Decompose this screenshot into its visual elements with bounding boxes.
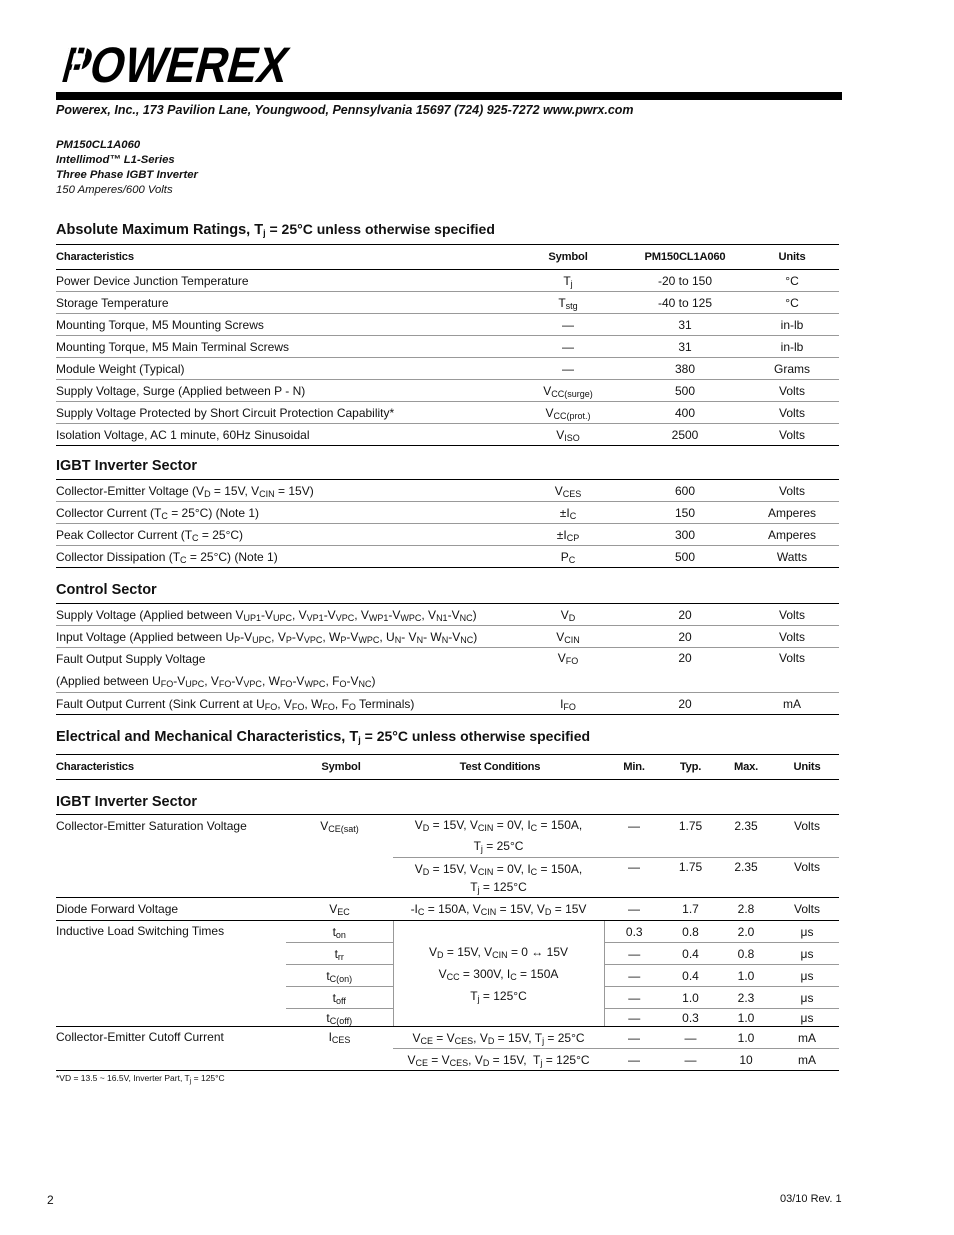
table-row: Collector-Emitter Voltage ($V_D = 15V$, $V_{CIN} = 15V$) $V_{CES}$ 600 Volts bbox=[56, 480, 839, 502]
elec-title: Electrical and Mechanical Characteristics, $T_j = 25^\circ C$ unless otherwise specified bbox=[56, 728, 591, 745]
table-row: $V_D = 15V$, $V_{CIN} = 0V$, $I_C = 150A$, $T_j = 125^\circ C$ — 1.75 2.35 Volts bbox=[56, 858, 839, 898]
page-number: 2 bbox=[47, 1193, 54, 1207]
table-row: Collector Current $(T_C = 25^\circ C)$ (Note 1) $\pm I_C$ 150 Amperes bbox=[56, 502, 839, 524]
table-row: Supply Voltage (Applied between $V_{UP1}-V_{UPC}$, $V_{VP1}-V_{VPC}$, $V_{WP1}-V_{WPC}$, $V_{N1}-V_{NC}$) $V_D$ 20 Volts bbox=[56, 604, 839, 626]
col-characteristics: Characteristics bbox=[56, 245, 511, 270]
table-row: Collector Dissipation $(T_C = 25^\circ C)$ (Note 1) $P_C$ 500 Watts bbox=[56, 546, 839, 568]
table-row: $V_{CE} = V_{CES}$, $V_D = 15V$, $T_j = 125^\circ C$ — — 10 mA bbox=[56, 1049, 839, 1071]
igbt-sector-table bbox=[56, 479, 839, 568]
col-units: Units bbox=[775, 755, 839, 780]
product-rating: 150 Amperes/600 Volts bbox=[56, 184, 173, 196]
product-series: Intellimod™ L1-Series bbox=[56, 154, 175, 166]
table-row: Fault Output Current (Sink Current at $U_{FO}$, $V_{FO}$, $W_{FO}$, $F_O$ Terminals) $I_{FO}$ 20 mA bbox=[56, 693, 839, 715]
powerex-logo bbox=[54, 36, 325, 93]
col-part: PM150CL1A060 bbox=[625, 245, 745, 270]
table-row: Input Voltage (Applied between $U_P-V_{UPC}$, $V_P-V_{VPC}$, $W_P-V_{WPC}$, $U_N-$ $V_N-$ $W_N-V_{NC}$) $V_{CIN}$ 20 Volts bbox=[56, 626, 839, 648]
table-row: Fault Output Supply Voltage (Applied between $U_{FO}-V_{UPC}$, $V_{FO}-V_{VPC}$, $W_{FO}-V_{WPC}$, $F_O-V_{NC}$) $V_{FO}$ 20 Volts bbox=[56, 648, 839, 693]
col-max: Max. bbox=[717, 755, 775, 780]
table-row: $t_{off}$ — 1.0 2.3 μs bbox=[56, 987, 839, 1009]
col-symbol: Symbol bbox=[286, 755, 396, 780]
elec-table bbox=[56, 814, 839, 1071]
table-row: $t_{C(on)}$ — 0.4 1.0 μs bbox=[56, 965, 839, 987]
table-row: Mounting Torque, M5 Main Terminal Screws — 31 in-lb bbox=[56, 336, 839, 358]
table-row: Collector-Emitter Saturation Voltage $V_{CE(sat)}$ $V_D = 15V$, $V_{CIN} = 0V$, $I_C = 150A$, $T_j = 25^\circ C$ — 1.75 2.35 Volts bbox=[56, 815, 839, 858]
header-rule bbox=[56, 92, 842, 100]
abs-max-table bbox=[56, 244, 839, 446]
footnote: *VD = 13.5 ~ 16.5V, Inverter Part, $T_j = 125^\circ C$ bbox=[56, 1073, 225, 1085]
table-row: $t_{rr}$ — 0.4 0.8 μs bbox=[56, 943, 839, 965]
elec-header-table bbox=[56, 754, 839, 780]
table-row: Storage Temperature $T_{stg}$ -40 to 125 °C bbox=[56, 292, 839, 314]
svg-text:POWEREX: POWEREX bbox=[54, 36, 325, 93]
col-test-conditions: Test Conditions bbox=[396, 755, 604, 780]
table-row: Module Weight (Typical) — 380 Grams bbox=[56, 358, 839, 380]
product-type: Three Phase IGBT Inverter bbox=[56, 169, 198, 181]
table-row: Mounting Torque, M5 Mounting Screws — 31 in-lb bbox=[56, 314, 839, 336]
table-row: Supply Voltage Protected by Short Circuit Protection Capability* $V_{CC(prot.)}$ 400 Volts bbox=[56, 402, 839, 424]
table-row: Supply Voltage, Surge (Applied between P - N) $V_{CC(surge)}$ 500 Volts bbox=[56, 380, 839, 402]
control-sector-table bbox=[56, 603, 839, 715]
table-row: Peak Collector Current $(T_C = 25^\circ C)$ $\pm I_{CP}$ 300 Amperes bbox=[56, 524, 839, 546]
abs-max-title: Absolute Maximum Ratings, $T_j = 25^\circ C$ unless otherwise specified bbox=[56, 221, 495, 238]
part-number: PM150CL1A060 bbox=[56, 139, 141, 151]
table-row: $t_{C(off)}$ — 0.3 1.0 μs bbox=[56, 1009, 839, 1027]
col-typ: Typ. bbox=[664, 755, 717, 780]
table-row: Isolation Voltage, AC 1 minute, 60Hz Sinusoidal $V_{ISO}$ 2500 Volts bbox=[56, 424, 839, 446]
revision: 03/10 Rev. 1 bbox=[780, 1193, 842, 1205]
table-row: Power Device Junction Temperature $T_j$ -20 to 150 °C bbox=[56, 270, 839, 292]
col-units: Units bbox=[745, 245, 839, 270]
col-min: Min. bbox=[604, 755, 664, 780]
table-row: Inductive Load Switching Times $t_{on}$ $V_D = 15V$, $V_{CIN} = 0$ ↔ 15V $V_{CC} = 300V$, $I_C = 150A$ $T_j = 125^\circ C$ 0.3 0.8 2.0 μs bbox=[56, 921, 839, 943]
col-symbol: Symbol bbox=[511, 245, 625, 270]
table-row: Diode Forward Voltage $V_{EC}$ $-I_C = 150A$, $V_{CIN} = 15V$, $V_D = 15V$ — 1.7 2.8 Volts bbox=[56, 898, 839, 921]
elec-igbt-title: IGBT Inverter Sector bbox=[56, 794, 198, 810]
igbt-sector-title: IGBT Inverter Sector bbox=[56, 458, 198, 474]
col-characteristics: Characteristics bbox=[56, 755, 286, 780]
company-address: Powerex, Inc., 173 Pavilion Lane, Youngwood, Pennsylvania 15697 (724) 925-7272 www.pwrx.com bbox=[56, 103, 634, 117]
table-row: Collector-Emitter Cutoff Current $I_{CES}$ $V_{CE} = V_{CES}$, $V_D = 15V$, $T_j = 25^\circ C$ — — 1.0 mA bbox=[56, 1027, 839, 1049]
control-sector-title: Control Sector bbox=[56, 582, 157, 598]
